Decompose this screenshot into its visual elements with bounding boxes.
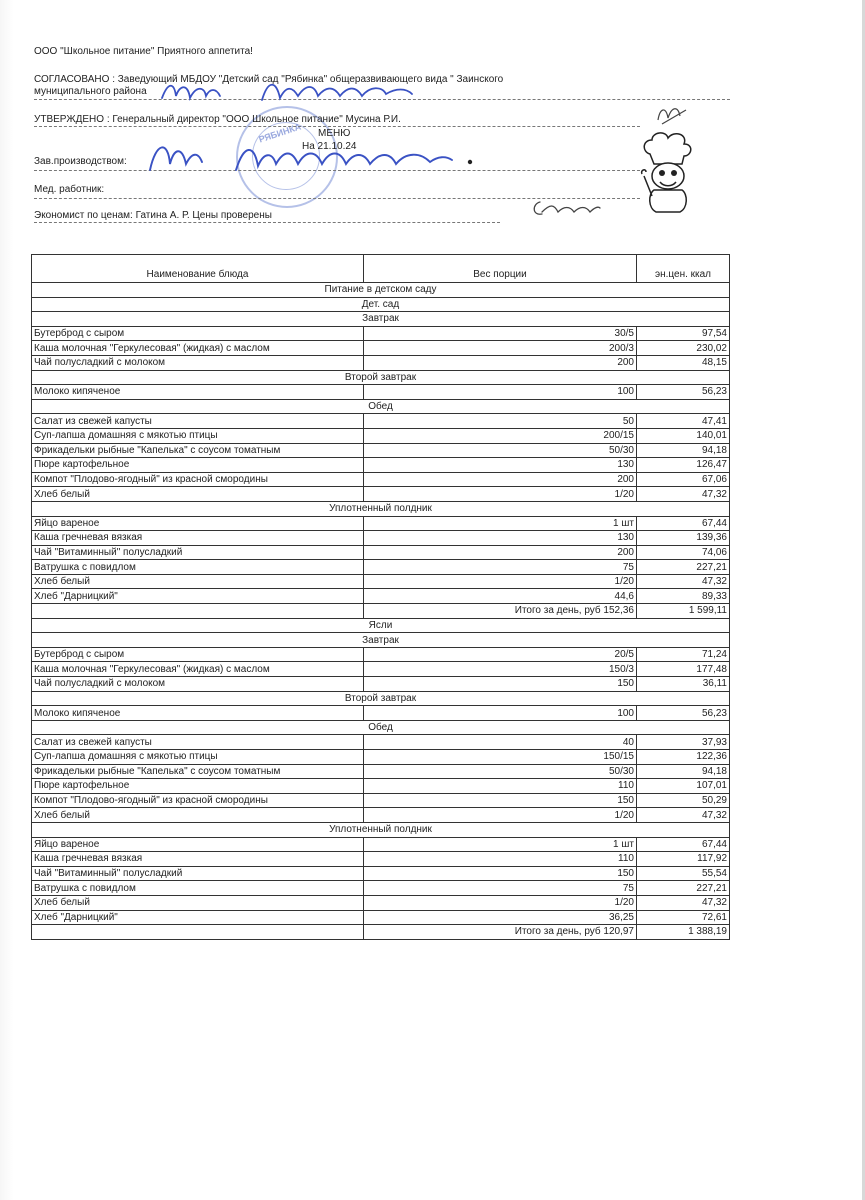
- price-kcal: 48,15: [637, 355, 730, 370]
- approved-signature: [652, 100, 692, 130]
- dish-name: Молоко кипяченое: [32, 706, 364, 721]
- table-row: [32, 589, 730, 604]
- total-row: [32, 604, 730, 619]
- section-row: [32, 399, 730, 414]
- portion-weight: 75: [364, 881, 637, 896]
- approved-line: УТВЕРЖДЕНО : Генеральный директор "ООО Школьное питание" Мусина Р.И.: [34, 114, 401, 125]
- table-row: [32, 472, 730, 487]
- portion-weight: 36,25: [364, 910, 637, 925]
- portion-weight: 200: [364, 472, 637, 487]
- total-row: [32, 925, 730, 940]
- portion-weight: 110: [364, 779, 637, 794]
- dish-name: Салат из свежей капусты: [32, 414, 364, 429]
- dish-name: Салат из свежей капусты: [32, 735, 364, 750]
- table-row: [32, 852, 730, 867]
- table-row: [32, 910, 730, 925]
- price-kcal: 89,33: [637, 589, 730, 604]
- table-row: [32, 764, 730, 779]
- section-row: [32, 283, 730, 298]
- total-value: 1 599,11: [637, 604, 730, 619]
- table-row: [32, 866, 730, 881]
- table-row: [32, 837, 730, 852]
- portion-weight: 100: [364, 385, 637, 400]
- header-price-kcal: эн.цен. ккал: [637, 255, 730, 283]
- dish-name: Бутерброд с сыром: [32, 326, 364, 341]
- section-row: [32, 691, 730, 706]
- stamp-label: РЯБИНКА: [257, 121, 303, 145]
- portion-weight: 40: [364, 735, 637, 750]
- price-kcal: 107,01: [637, 779, 730, 794]
- dish-name: Компот "Плодово-ягодный" из красной смородины: [32, 472, 364, 487]
- price-kcal: 71,24: [637, 647, 730, 662]
- dish-name: Каша гречневая вязкая: [32, 531, 364, 546]
- price-kcal: 36,11: [637, 677, 730, 692]
- section-title: Уплотненный полдник: [32, 501, 730, 516]
- portion-weight: 130: [364, 458, 637, 473]
- dish-name: Бутерброд с сыром: [32, 647, 364, 662]
- dish-name: Яйцо вареное: [32, 516, 364, 531]
- table-row: [32, 881, 730, 896]
- table-row: [32, 677, 730, 692]
- portion-weight: 50/30: [364, 443, 637, 458]
- section-title: Второй завтрак: [32, 691, 730, 706]
- price-kcal: 37,93: [637, 735, 730, 750]
- dish-name: Суп-лапша домашняя с мякотью птицы: [32, 750, 364, 765]
- dish-name: Фрикадельки рыбные "Капелька" с соусом томатным: [32, 443, 364, 458]
- header-portion-weight: Вес порции: [364, 255, 637, 283]
- price-kcal: 227,21: [637, 881, 730, 896]
- price-kcal: 72,61: [637, 910, 730, 925]
- price-kcal: 94,18: [637, 443, 730, 458]
- price-kcal: 67,44: [637, 837, 730, 852]
- table-row: [32, 516, 730, 531]
- portion-weight: 44,6: [364, 589, 637, 604]
- portion-weight: 30/5: [364, 326, 637, 341]
- total-empty-cell: [32, 604, 364, 619]
- table-row: [32, 531, 730, 546]
- price-kcal: 47,41: [637, 414, 730, 429]
- table-row: [32, 895, 730, 910]
- portion-weight: 150: [364, 677, 637, 692]
- table-row: [32, 414, 730, 429]
- price-kcal: 47,32: [637, 895, 730, 910]
- dish-name: Чай "Витаминный" полусладкий: [32, 545, 364, 560]
- table-row: [32, 779, 730, 794]
- total-label: Итого за день, руб 152,36: [364, 604, 637, 619]
- table-row: [32, 750, 730, 765]
- price-kcal: 56,23: [637, 385, 730, 400]
- portion-weight: 50/30: [364, 764, 637, 779]
- dish-name: Каша молочная "Геркулесовая" (жидкая) с маслом: [32, 662, 364, 677]
- price-kcal: 50,29: [637, 793, 730, 808]
- agreed-line-continued: муниципального района: [34, 86, 147, 97]
- portion-weight: 150: [364, 793, 637, 808]
- menu-title: МЕНЮ: [318, 128, 351, 139]
- price-kcal: 117,92: [637, 852, 730, 867]
- portion-weight: 100: [364, 706, 637, 721]
- section-row: [32, 618, 730, 633]
- section-row: [32, 297, 730, 312]
- dish-name: Ватрушка с повидлом: [32, 881, 364, 896]
- dish-name: Хлеб "Дарницкий": [32, 910, 364, 925]
- dish-name: Ватрушка с повидлом: [32, 560, 364, 575]
- table-header-row: [32, 255, 730, 283]
- table-row: [32, 428, 730, 443]
- agreed-line: СОГЛАСОВАНО : Заведующий МБДОУ "Детский сад "Рябинка" общеразвивающего вида " Заинского: [34, 74, 504, 85]
- economist-signature: [528, 196, 602, 222]
- dish-name: Пюре картофельное: [32, 779, 364, 794]
- table-row: [32, 647, 730, 662]
- price-kcal: 139,36: [637, 531, 730, 546]
- price-kcal: 67,44: [637, 516, 730, 531]
- section-row: [32, 501, 730, 516]
- section-row: [32, 822, 730, 837]
- table-row: [32, 560, 730, 575]
- price-kcal: 47,32: [637, 487, 730, 502]
- portion-weight: 1/20: [364, 487, 637, 502]
- price-kcal: 122,36: [637, 750, 730, 765]
- price-kcal: 227,21: [637, 560, 730, 575]
- table-row: [32, 487, 730, 502]
- dish-name: Чай полусладкий с молоком: [32, 677, 364, 692]
- price-kcal: 97,54: [637, 326, 730, 341]
- production-signature: [140, 134, 480, 184]
- price-kcal: 47,32: [637, 574, 730, 589]
- table-row: [32, 574, 730, 589]
- price-kcal: 126,47: [637, 458, 730, 473]
- dish-name: Хлеб белый: [32, 808, 364, 823]
- dish-name: Молоко кипяченое: [32, 385, 364, 400]
- chef-mascot-icon: [638, 132, 698, 214]
- section-row: [32, 633, 730, 648]
- section-title: Обед: [32, 720, 730, 735]
- total-value: 1 388,19: [637, 925, 730, 940]
- dish-name: Чай "Витаминный" полусладкий: [32, 866, 364, 881]
- section-row: [32, 720, 730, 735]
- dish-name: Хлеб белый: [32, 895, 364, 910]
- dish-name: Чай полусладкий с молоком: [32, 355, 364, 370]
- section-title: Завтрак: [32, 633, 730, 648]
- dish-name: Каша молочная "Геркулесовая" (жидкая) с маслом: [32, 341, 364, 356]
- portion-weight: 1 шт: [364, 516, 637, 531]
- portion-weight: 110: [364, 852, 637, 867]
- table-row: [32, 443, 730, 458]
- table-row: [32, 341, 730, 356]
- table-row: [32, 793, 730, 808]
- portion-weight: 200/15: [364, 428, 637, 443]
- portion-weight: 200/3: [364, 341, 637, 356]
- dish-name: Фрикадельки рыбные "Капелька" с соусом томатным: [32, 764, 364, 779]
- section-title: Дет. сад: [32, 297, 730, 312]
- portion-weight: 1/20: [364, 808, 637, 823]
- dish-name: Яйцо вареное: [32, 837, 364, 852]
- table-row: [32, 808, 730, 823]
- price-kcal: 56,23: [637, 706, 730, 721]
- portion-weight: 200: [364, 355, 637, 370]
- section-title: Второй завтрак: [32, 370, 730, 385]
- section-title: Питание в детском саду: [32, 283, 730, 298]
- price-kcal: 55,54: [637, 866, 730, 881]
- table-row: [32, 706, 730, 721]
- section-title: Ясли: [32, 618, 730, 633]
- price-kcal: 140,01: [637, 428, 730, 443]
- dish-name: Суп-лапша домашняя с мякотью птицы: [32, 428, 364, 443]
- price-kcal: 74,06: [637, 545, 730, 560]
- table-row: [32, 458, 730, 473]
- med-worker-line: Мед. работник:: [34, 184, 105, 195]
- price-kcal: 94,18: [637, 764, 730, 779]
- price-kcal: 67,06: [637, 472, 730, 487]
- table-row: [32, 385, 730, 400]
- portion-weight: 130: [364, 531, 637, 546]
- portion-weight: 150/3: [364, 662, 637, 677]
- company-line: ООО "Школьное питание" Приятного аппетита!: [34, 46, 253, 57]
- menu-date: На 21.10.24: [302, 141, 357, 152]
- economist-line: Экономист по ценам: Гатина А. Р. Цены проверены: [34, 210, 272, 221]
- portion-weight: 150/15: [364, 750, 637, 765]
- section-row: [32, 312, 730, 327]
- approved-underline: [34, 126, 640, 127]
- table-row: [32, 326, 730, 341]
- dish-name: Компот "Плодово-ягодный" из красной смородины: [32, 793, 364, 808]
- total-label: Итого за день, руб 120,97: [364, 925, 637, 940]
- dish-name: Хлеб белый: [32, 574, 364, 589]
- total-empty-cell: [32, 925, 364, 940]
- portion-weight: 1 шт: [364, 837, 637, 852]
- portion-weight: 50: [364, 414, 637, 429]
- section-title: Обед: [32, 399, 730, 414]
- dish-name: Хлеб "Дарницкий": [32, 589, 364, 604]
- section-row: [32, 370, 730, 385]
- portion-weight: 75: [364, 560, 637, 575]
- economist-underline: [34, 222, 500, 223]
- portion-weight: 1/20: [364, 895, 637, 910]
- header-dish-name: Наименование блюда: [32, 255, 364, 283]
- dish-name: Пюре картофельное: [32, 458, 364, 473]
- dish-name: Хлеб белый: [32, 487, 364, 502]
- table-row: [32, 662, 730, 677]
- section-title: Завтрак: [32, 312, 730, 327]
- portion-weight: 200: [364, 545, 637, 560]
- price-kcal: 230,02: [637, 341, 730, 356]
- portion-weight: 150: [364, 866, 637, 881]
- menu-table: [31, 254, 730, 940]
- agreed-signature: [150, 74, 440, 108]
- portion-weight: 1/20: [364, 574, 637, 589]
- table-row: [32, 735, 730, 750]
- table-row: [32, 545, 730, 560]
- price-kcal: 177,48: [637, 662, 730, 677]
- table-row: [32, 355, 730, 370]
- section-title: Уплотненный полдник: [32, 822, 730, 837]
- dish-name: Каша гречневая вязкая: [32, 852, 364, 867]
- production-head-line: Зав.производством:: [34, 156, 127, 167]
- price-kcal: 47,32: [637, 808, 730, 823]
- portion-weight: 20/5: [364, 647, 637, 662]
